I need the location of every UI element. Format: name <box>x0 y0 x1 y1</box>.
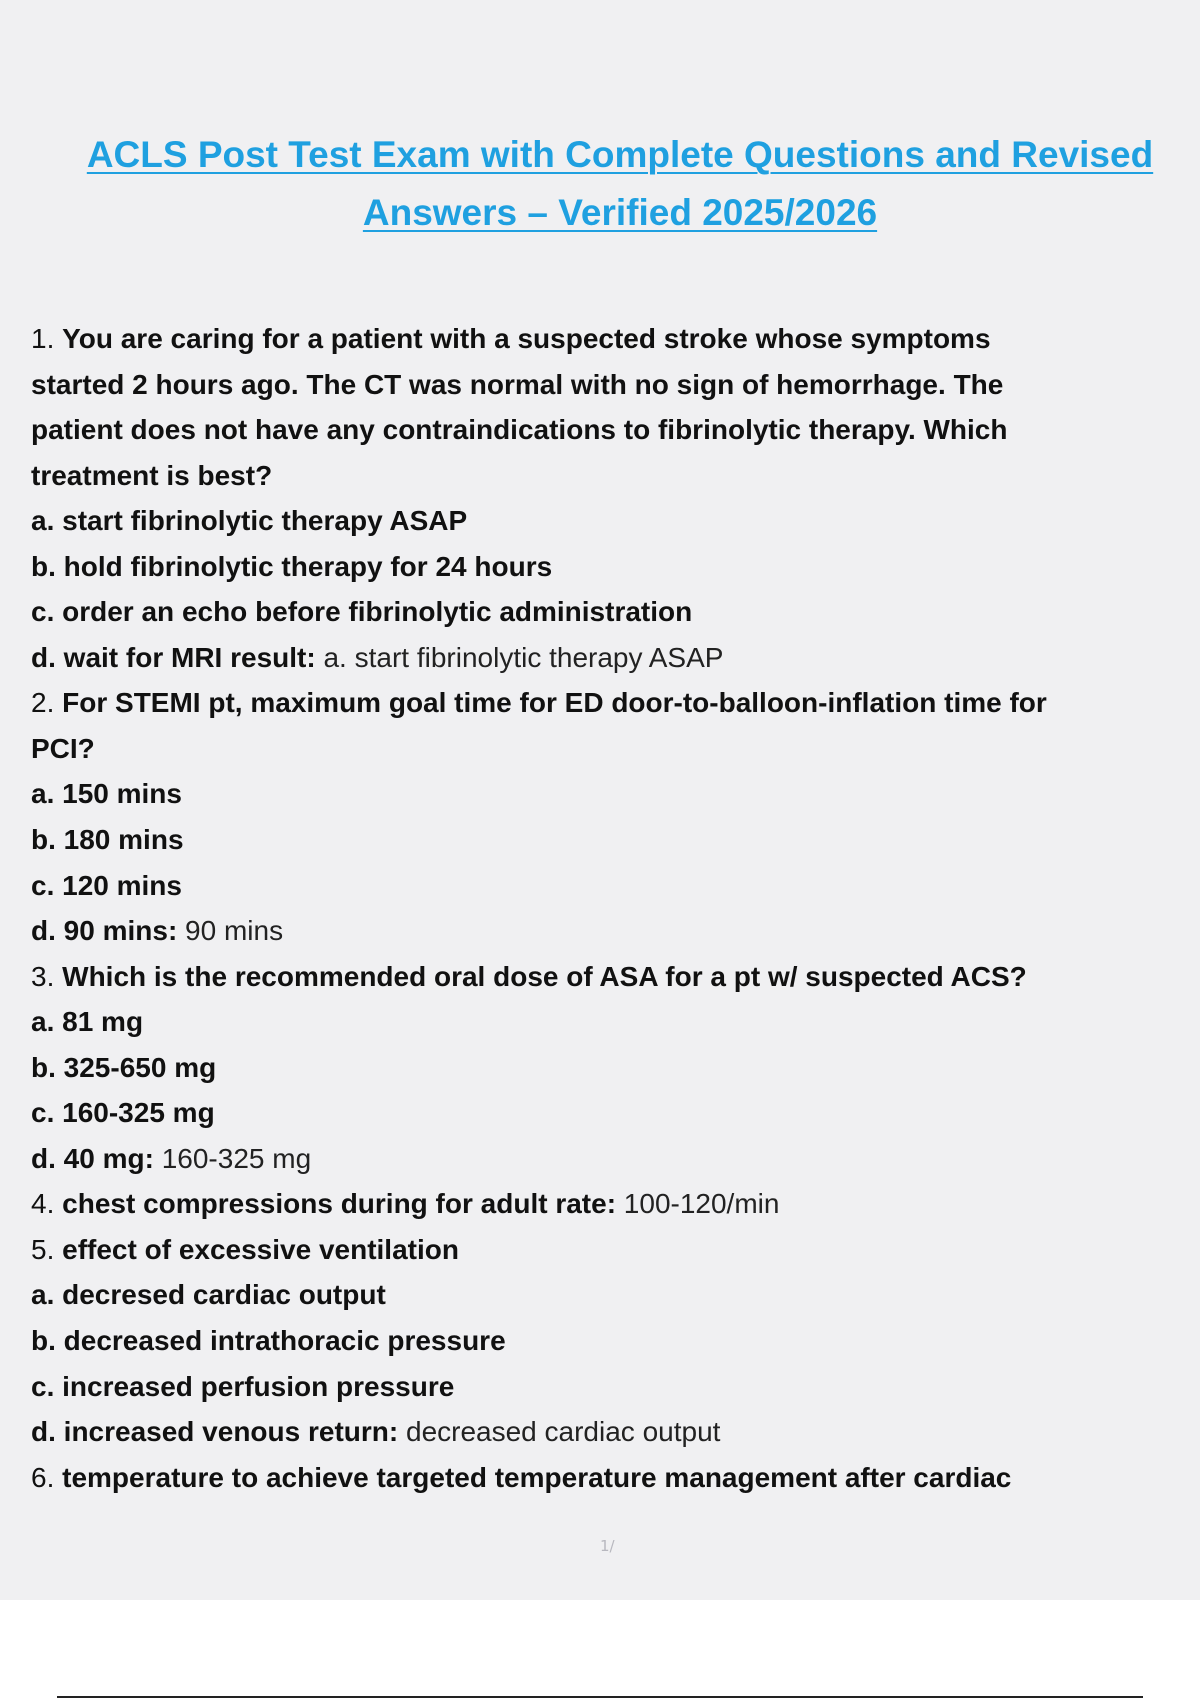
question-text: You are caring for a patient with a suspected stroke whose symptoms <box>62 323 991 354</box>
option-d: d. increased venous return: <box>31 1416 399 1448</box>
answer-text: a. start fibrinolytic therapy ASAP <box>323 641 724 673</box>
question-1-line-3: patient does not have any contraindications to fibrinolytic therapy. Which <box>31 414 1008 446</box>
option-b: b. hold fibrinolytic therapy for 24 hours <box>31 550 553 582</box>
question-number: 5. <box>31 1233 55 1265</box>
question-3-line-1 <box>31 954 1181 1000</box>
option-a: a. start fibrinolytic therapy ASAP <box>31 505 468 537</box>
question-4-line-1 <box>31 1181 1181 1227</box>
answer-text: 100-120/min <box>623 1188 780 1220</box>
option-b: b. 325-650 mg <box>31 1051 217 1083</box>
option-c: c. 120 mins <box>31 869 182 901</box>
question-text: temperature to achieve targeted temperature management after cardiac <box>62 1461 1012 1493</box>
answer-text: decreased cardiac output <box>406 1416 721 1448</box>
question-6-line-1 <box>31 1455 1181 1501</box>
page-number: 1/ <box>600 1537 615 1555</box>
page-separator-rule <box>57 1696 1143 1698</box>
question-text: Which is the recommended oral dose of ASA for a pt w/ suspected ACS? <box>62 960 1027 992</box>
question-text: effect of excessive ventilation <box>62 1233 459 1265</box>
title-line-1[interactable]: ACLS Post Test Exam with Complete Questions and Revised <box>86 134 1154 175</box>
title-line-2[interactable]: Answers – Verified 2025/2026 <box>362 192 878 233</box>
option-b: b. decreased intrathoracic pressure <box>31 1325 506 1357</box>
question-1-line-4: treatment is best? <box>31 459 273 491</box>
question-1-line-1 <box>31 316 1181 362</box>
option-d: d. 90 mins: <box>31 915 178 947</box>
question-2-line-1 <box>31 680 1181 726</box>
question-1-line-2: started 2 hours ago. The CT was normal with no sign of hemorrhage. The <box>31 368 1004 400</box>
question-number: 2. <box>31 687 55 719</box>
option-d-with-answer <box>31 635 1181 681</box>
option-d-with-answer <box>31 908 1181 954</box>
question-2-line-2: PCI? <box>31 732 95 764</box>
option-a: a. 150 mins <box>31 778 182 810</box>
answer-text: 90 mins <box>185 915 284 947</box>
question-number: 6. <box>31 1461 55 1493</box>
option-d-with-answer <box>31 1136 1181 1182</box>
document-title <box>40 126 1200 242</box>
option-b: b. 180 mins <box>31 824 184 856</box>
option-c: c. order an echo before fibrinolytic administration <box>31 596 693 628</box>
option-a: a. decresed cardiac output <box>31 1279 386 1311</box>
question-number: 1. <box>31 323 55 354</box>
option-c: c. increased perfusion pressure <box>31 1370 455 1402</box>
option-d-with-answer <box>31 1409 1181 1455</box>
option-d: d. wait for MRI result: <box>31 641 316 673</box>
question-number: 4. <box>31 1188 55 1220</box>
option-c: c. 160-325 mg <box>31 1097 215 1129</box>
option-a: a. 81 mg <box>31 1006 144 1038</box>
answer-text: 160-325 mg <box>161 1142 312 1174</box>
question-list <box>31 316 1181 1500</box>
option-d: d. 40 mg: <box>31 1142 154 1174</box>
question-text: chest compressions during for adult rate: <box>62 1188 617 1220</box>
question-number: 3. <box>31 960 55 992</box>
question-5-line-1 <box>31 1227 1181 1273</box>
question-text: For STEMI pt, maximum goal time for ED door-to-balloon-inflation time for <box>62 687 1047 719</box>
